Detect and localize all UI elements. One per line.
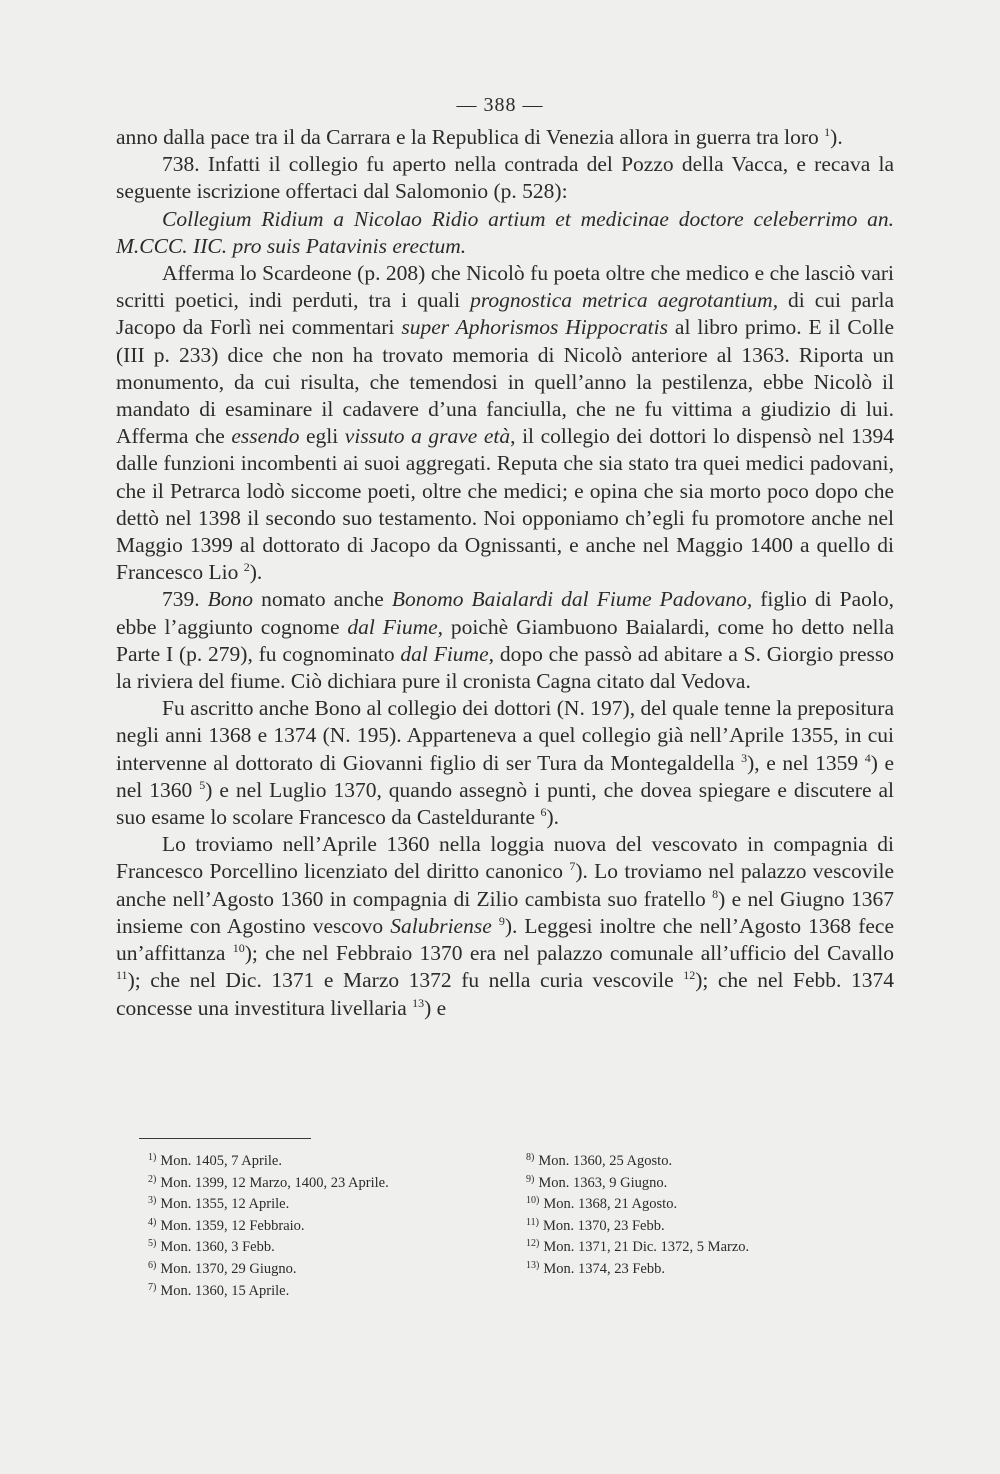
footnote [526, 1257, 866, 1279]
footnote-text: Mon. 1405, 7 Aprile. [160, 1153, 282, 1169]
body-text [116, 124, 894, 1022]
text-run: ). Lo troviamo nel palazzo vescovile anche nell’Agosto 1360 in compagnia di Zilio cambista suo fratello [116, 859, 894, 911]
footnote-reference: 9 [498, 913, 505, 928]
footnote-text: Mon. 1355, 12 Aprile. [160, 1196, 290, 1213]
text-run [492, 914, 499, 938]
footnotes-left-column [148, 1149, 508, 1300]
paragraph [116, 831, 894, 1021]
text-run: dopo che passò ad abitare a S. Giorgio presso la riviera del fiume. Ciò dichiara pure il cronista Cagna citato dal Vedova. [116, 641, 894, 694]
footnote-reference: 13 [412, 995, 425, 1010]
text-run: nomato anche [253, 587, 392, 612]
footnote-text: Mon. 1374, 23 Febb. [543, 1260, 665, 1277]
footnote-reference: 4 [864, 750, 871, 765]
text-run: , il collegio dei dottori lo dispensò nel 1394 dalle funzioni incombenti ai suoi aggregati. Reputa che sia stato tra quei medici padovani, che il Petrarca lodò siccome poeti, oltre che medici; e opina che sia morto poco dopo che dettò nel 1398 il secondo suo testamento. Noi opponiamo ch’egli fu promotore anche nel Maggio 1399 al dottorato di Jacopo da Ognissanti, e anche nel Maggio 1400 a quello di Francesco Lio [116, 424, 894, 585]
footnote-reference: 12 [683, 968, 696, 983]
footnote-reference: 7 [569, 859, 576, 874]
italic-text: Salubriense [390, 913, 492, 938]
text-run: ). [830, 125, 843, 149]
footnote-reference: 6 [540, 805, 547, 820]
text-run: ) e nel Giugno 1367 insieme con Agostino vescovo [116, 886, 895, 938]
italic-text: super Aphorismos Hippocratis [401, 315, 668, 340]
paragraph [116, 206, 894, 260]
text-run: egli [299, 424, 345, 449]
footnote-text: Mon. 1359, 12 Febbraio. [160, 1217, 305, 1234]
page-number: — 388 — [456, 94, 544, 116]
footnote [526, 1149, 866, 1171]
footnote-mark: 10) [526, 1195, 540, 1207]
italic-text: Bonomo Baialardi dal Fiume Padovano, [391, 587, 753, 612]
footnote-mark: 7) [148, 1281, 157, 1293]
text-run: figlio di Paolo, ebbe l’aggiunto cognome [116, 587, 894, 639]
text-run: ). [249, 560, 263, 585]
footnote-rule [139, 1138, 311, 1139]
text-run: anno dalla pace tra il da Carrara e la Republica di Venezia allora in guerra tra loro [116, 125, 825, 149]
text-run: 738. Infatti il collegio fu aperto nella contrada del Pozzo della Vacca, e recava la seguente iscrizione offertaci dal Salomonio (p. 528): [116, 152, 894, 204]
paragraph [116, 151, 894, 205]
footnote [148, 1257, 508, 1279]
paragraph [116, 586, 894, 695]
footnote-text: Mon. 1360, 15 Aprile. [160, 1282, 290, 1299]
text-run: 739. [162, 587, 208, 612]
paragraph [116, 695, 894, 831]
italic-text: dal Fiume, [400, 641, 495, 666]
text-run: ); che nel Dic. 1371 e Marzo 1372 fu nella curia vescovile [127, 968, 684, 993]
italic-text: vissuto a grave età [344, 424, 511, 449]
footnote-mark: 11) [526, 1216, 539, 1228]
text-run: Afferma lo Scardeone (p. 208) che Nicolò fu poeta oltre che medico e che lasciò vari scritti poetici, indi perduti, tra i quali [116, 261, 894, 313]
footnote-mark: 13) [526, 1259, 540, 1271]
footnote-text: Mon. 1360, 25 Agosto. [538, 1153, 673, 1169]
text-run: ). Leggesi inoltre che nell’Agosto 1368 fece un’affittanza [116, 913, 894, 966]
italic-text: essendo [231, 424, 300, 449]
italic-text: prognostica metrica aegrotantium, [470, 288, 779, 313]
footnote-reference: 8 [712, 886, 719, 901]
footnote-reference: 11 [116, 968, 128, 983]
footnote-mark: 3) [148, 1195, 157, 1207]
footnote-reference: 2 [243, 560, 250, 575]
footnotes-right-column [526, 1149, 866, 1279]
footnote-mark: 4) [148, 1216, 157, 1228]
text-run: ) e [424, 995, 447, 1020]
text-run: di cui parla Jacopo da Forlì nei commentari [116, 288, 894, 340]
italic-text: Bono [207, 587, 254, 612]
footnote [148, 1192, 508, 1214]
footnote-mark: 12) [526, 1238, 540, 1250]
footnote-reference: 3 [741, 750, 748, 765]
text-run: Lo troviamo nell’Aprile 1360 nella loggia nuova del vescovato in compagnia di Francesco Porcellino licenziato del diritto canonico [116, 832, 894, 884]
text-run: Fu ascritto anche Bono al collegio dei dottori (N. 197), del quale tenne la prepositura negli anni 1368 e 1374 (N. 195). Apparteneva a quel collegio già nell’Aprile 1355, in cui intervenne al dottorato di Giovanni figlio di ser Tura da Montegaldella [116, 696, 894, 775]
footnote-mark: 5) [148, 1238, 157, 1250]
footnote-mark: 1) [148, 1152, 157, 1163]
italic-text: dal Fiume, [347, 614, 444, 639]
paragraph [116, 124, 894, 151]
footnote [526, 1171, 866, 1193]
footnote [526, 1214, 866, 1236]
text-run: ). [546, 805, 560, 830]
text-run: ); che nel Febbraio 1370 era nel palazzo comunale all’ufficio del Cavallo [244, 941, 894, 966]
footnote-reference: 1 [824, 125, 831, 139]
footnote [148, 1235, 508, 1257]
footnote-mark: 6) [148, 1259, 157, 1271]
footnote [526, 1235, 866, 1257]
footnote-text: Mon. 1399, 12 Marzo, 1400, 23 Aprile. [160, 1174, 389, 1191]
footnote-text: Mon. 1370, 23 Febb. [542, 1217, 665, 1234]
footnote-text: Mon. 1363, 9 Giugno. [538, 1174, 668, 1191]
footnote-text: Mon. 1368, 21 Agosto. [543, 1196, 678, 1213]
text-run: ), e nel 1359 [747, 750, 865, 775]
footnote-text: Mon. 1370, 29 Giugno. [160, 1260, 297, 1277]
footnote [148, 1214, 508, 1236]
text-run: ) e nel 1360 [116, 750, 895, 802]
text-run: ) e nel Luglio 1370, quando assegnò i punti, che dovea spiegare e discutere al suo esame lo scolare Francesco da Casteldurante [116, 777, 894, 830]
footnote-reference: 10 [232, 941, 245, 956]
footnote-text: Mon. 1371, 21 Dic. 1372, 5 Marzo. [543, 1239, 750, 1256]
footnote [148, 1279, 508, 1301]
text-run: al libro primo. E il Colle (III p. 233) dice che non ha trovato memoria di Nicolò anteriore al 1363. Riporta un monumento, da cui risulta, che temendosi in quell’anno la pestilenza, ebbe Nicolò il mandato di esaminare il cadavere d’una fanciulla, che ne fu vittima a giudizio di lui. Afferma che [116, 315, 894, 449]
footnote-mark: 2) [148, 1173, 157, 1185]
text-run: poichè Giambuono Baialardi, come ho detto nella Parte I (p. 279), fu cognominato [116, 614, 894, 666]
footnote [148, 1149, 508, 1171]
footnote-text: Mon. 1360, 3 Febb. [160, 1239, 275, 1256]
footnote-mark: 9) [526, 1173, 535, 1185]
italic-text: Collegium Ridium a Nicolao Ridio artium et medicinae doctore celeberrimo an. M.CCC. IIC. pro suis Patavinis erectum. [116, 206, 894, 258]
text-run: ); che nel Febb. 1374 concesse una investitura livellaria [116, 968, 894, 1020]
footnote-reference: 5 [199, 777, 206, 792]
footnote-mark: 8) [526, 1152, 535, 1163]
paragraph [116, 260, 894, 586]
footnote [526, 1192, 866, 1214]
footnote [148, 1171, 508, 1193]
